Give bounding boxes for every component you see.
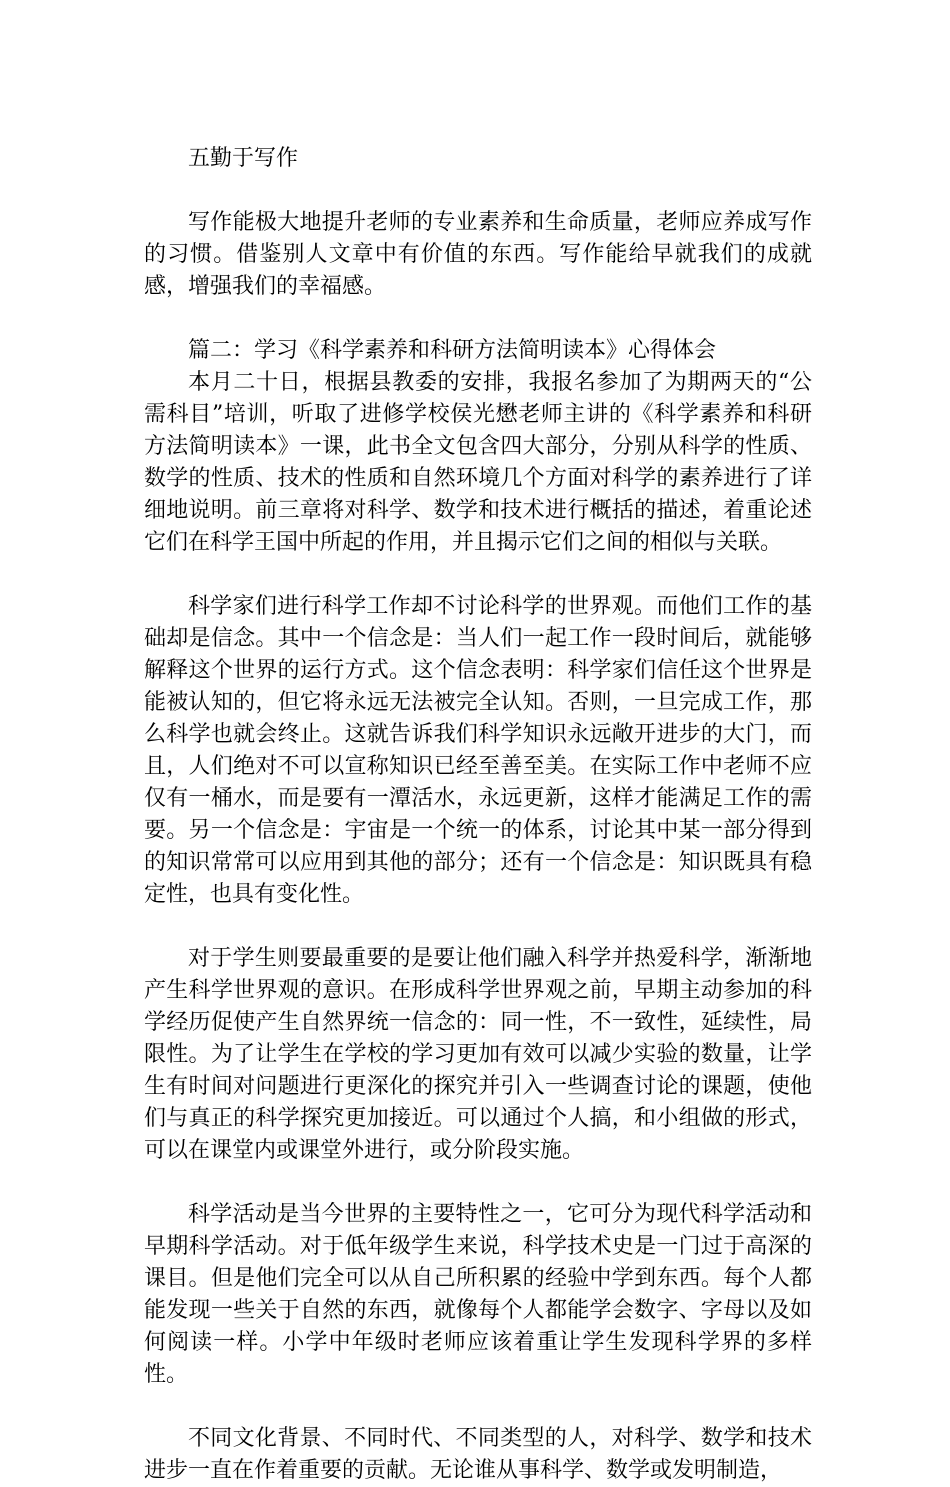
paragraph-beliefs: 科学家们进行科学工作却不讨论科学的世界观。而他们工作的基础却是信念。其中一个信念是：当人们一起工作一段时间后，就能够解释这个世界的运行方式。这个信念表明：科学家们信任这个世界是能被认知的，但它将永远无法被完全认知。否则，一旦完成工作，那么科学也就会终止。这就告诉我们科学知识永远敞开进步的大门，而且，人们绝对不可以宣称知识已经至善至美。在实际工作中老师不应仅有一桶水，而是要有一潭活水，永远更新，这样才能满足工作的需要。另一个信念是：宇宙是一个统一的体系，讨论其中某一部分得到的知识常常可以应用到其他的部分；还有一个信念是：知识既具有稳定性，也具有变化性。 [144, 594, 812, 907]
paragraph-intro: 本月二十日，根据县教委的安排，我报名参加了为期两天的“公需科目”培训，听取了进修学校侯光懋老师主讲的《科学素养和科研方法简明读本》一课，此书全文包含四大部分，分别从科学的性质、数学的性质、技术的性质和自然环境几个方面对科学的素养进行了详细地说明。前三章将对科学、数学和技术进行概括的描述，着重论述它们在科学王国中所起的作用，并且揭示它们之间的相似与关联。 [144, 370, 812, 555]
article-title: 篇二：学习《科学素养和科研方法简明读本》心得体会 [188, 338, 717, 363]
paragraph-contributions: 不同文化背景、不同时代、不同类型的人，对科学、数学和技术进步一直在作着重要的贡献。无论谁从事科学、数学或发明制造， [144, 1426, 812, 1483]
paragraph-gap [144, 911, 812, 943]
paragraph-gap [144, 1167, 812, 1199]
paragraph-activities: 科学活动是当今世界的主要特性之一，它可分为现代科学活动和早期科学活动。对于低年级学生来说，科学技术史是一门过于高深的课目。但是他们完全可以从自己所积累的经验中学到东西。每个人都能发现一些关于自然的东西，就像每个人都能学会数字、字母以及如何阅读一样。小学中年级时老师应该着重让学生发现科学界的多样性。 [144, 1202, 812, 1387]
paragraph-gap [144, 175, 812, 207]
paragraph-gap [144, 303, 812, 335]
document-body [144, 143, 812, 1487]
paragraph-gap [144, 559, 812, 591]
paragraph-students: 对于学生则要最重要的是要让他们融入科学并热爱科学，渐渐地产生科学世界观的意识。在形成科学世界观之前，早期主动参加的科学经历促使产生自然界统一信念的：同一性，不一致性，延续性，局限性。为了让学生在学校的学习更加有效可以减少实验的数量，让学生有时间对问题进行更深化的探究并引入一些调查讨论的课题，使他们与真正的科学探究更加接近。可以通过个人搞，和小组做的形式，可以在课堂内或课堂外进行，或分阶段实施。 [144, 946, 812, 1163]
paragraph-writing: 写作能极大地提升老师的专业素养和生命质量，老师应养成写作的习惯。借鉴别人文章中有价值的东西。写作能给早就我们的成就感，增强我们的幸福感。 [144, 210, 812, 299]
paragraph-gap [144, 1391, 812, 1423]
section-heading: 五勤于写作 [188, 146, 299, 171]
